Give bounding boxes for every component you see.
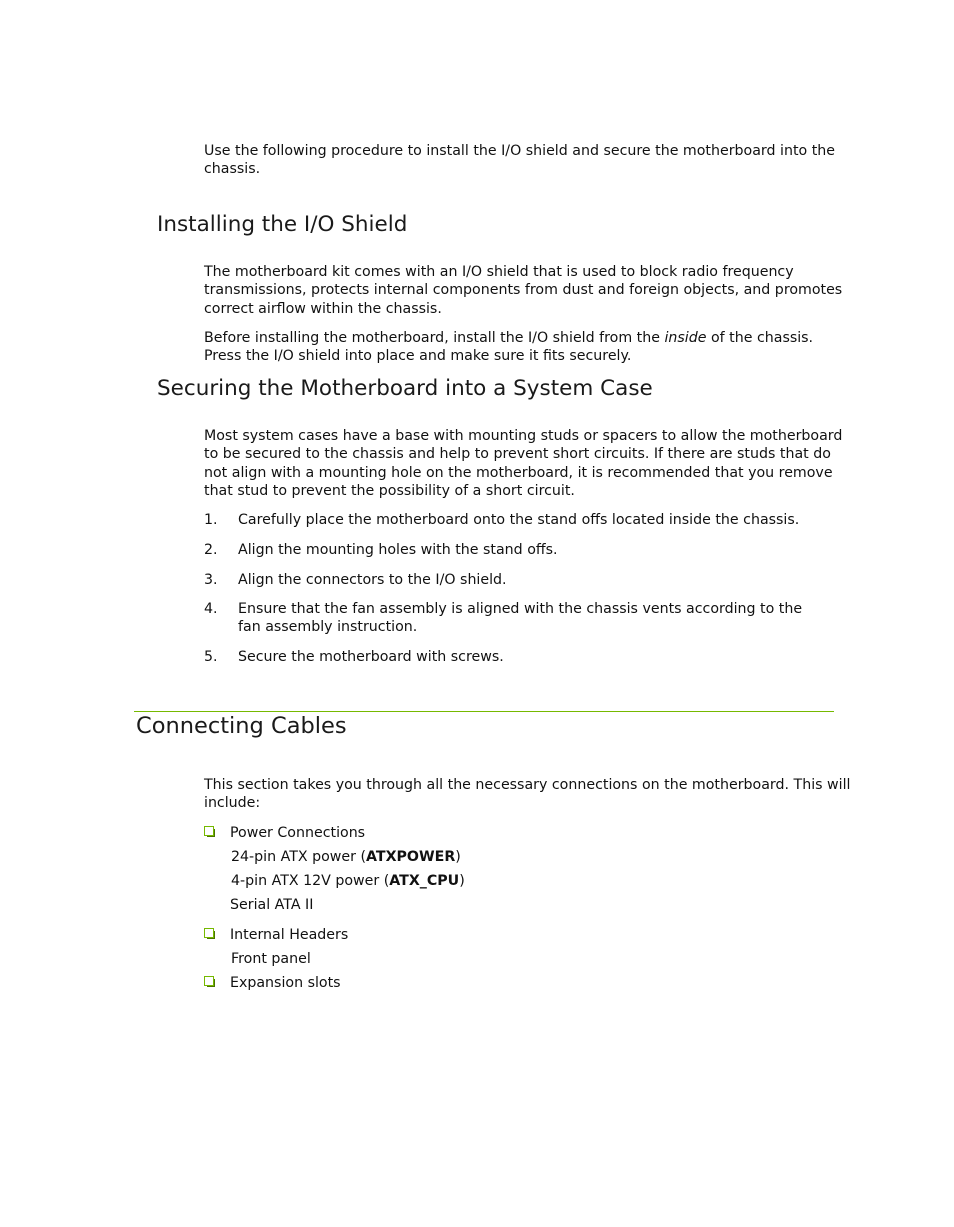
power-item-close: ): [455, 849, 461, 865]
step-number: 4.: [204, 601, 218, 617]
io-shield-paragraph-1: The motherboard kit comes with an I/O shield that is used to block radio frequency transmissions, protects internal components from dust and foreign objects, and promotes correct airflow within the chassis.: [204, 264, 843, 317]
power-item: [231, 872, 465, 890]
bullet-label: Power Connections: [230, 825, 366, 841]
power-item: [230, 896, 313, 914]
header-item: Front panel: [231, 951, 311, 967]
power-item-text: 4-pin ATX 12V power (: [231, 873, 390, 889]
bullet-label: Expansion slots: [230, 975, 341, 991]
power-item: [231, 848, 461, 866]
power-item-text: 24-pin ATX power (: [231, 849, 367, 865]
io-shield-paragraph-2: [204, 329, 854, 366]
heading-connecting-cables: Connecting Cables: [136, 713, 347, 739]
heading-io-shield: Installing the I/O Shield: [157, 212, 408, 237]
step-number: 2.: [204, 542, 218, 558]
checkbox-icon: [204, 826, 214, 836]
intro-paragraph: Use the following procedure to install the I/O shield and secure the motherboard into the chassis.: [204, 143, 835, 178]
io-para2-italic: inside: [664, 330, 707, 346]
section-divider: [134, 711, 834, 712]
checkbox-icon: [204, 928, 214, 938]
step-text: Ensure that the fan assembly is aligned with the chassis vents according to the fan assembly instruction.: [238, 601, 803, 636]
power-item-text: Serial ATA II: [230, 897, 314, 913]
bullet-label: Internal Headers: [230, 927, 349, 943]
step-text: Align the connectors to the I/O shield.: [238, 572, 507, 588]
securing-paragraph: Most system cases have a base with mounting studs or spacers to allow the motherboard to be secured to the chassis and help to prevent short circuits. If there are studs that do not align with a mounting hole on the motherboard, it is recommended that you remove that stud to prevent the possibility of a short circuit.: [204, 428, 843, 499]
io-para2-before: Before installing the motherboard, install the I/O shield from the: [204, 330, 665, 346]
step-text: Align the mounting holes with the stand offs.: [238, 542, 558, 558]
cables-paragraph: This section takes you through all the necessary connections on the motherboard. This will include:: [204, 777, 851, 812]
checkbox-icon: [204, 976, 214, 986]
power-item-connector: ATX_CPU: [389, 873, 460, 889]
step-number: 1.: [204, 512, 218, 528]
step-number: 5.: [204, 649, 218, 665]
step-number: 3.: [204, 572, 218, 588]
io-para2-after: of the chassis. Press the I/O shield into place and make sure it fits securely.: [204, 330, 814, 365]
power-item-close: ): [459, 873, 465, 889]
step-text: Carefully place the motherboard onto the stand offs located inside the chassis.: [238, 512, 800, 528]
step-text: Secure the motherboard with screws.: [238, 649, 504, 665]
heading-securing-motherboard: Securing the Motherboard into a System Case: [157, 376, 653, 401]
power-item-connector: ATXPOWER: [366, 849, 456, 865]
